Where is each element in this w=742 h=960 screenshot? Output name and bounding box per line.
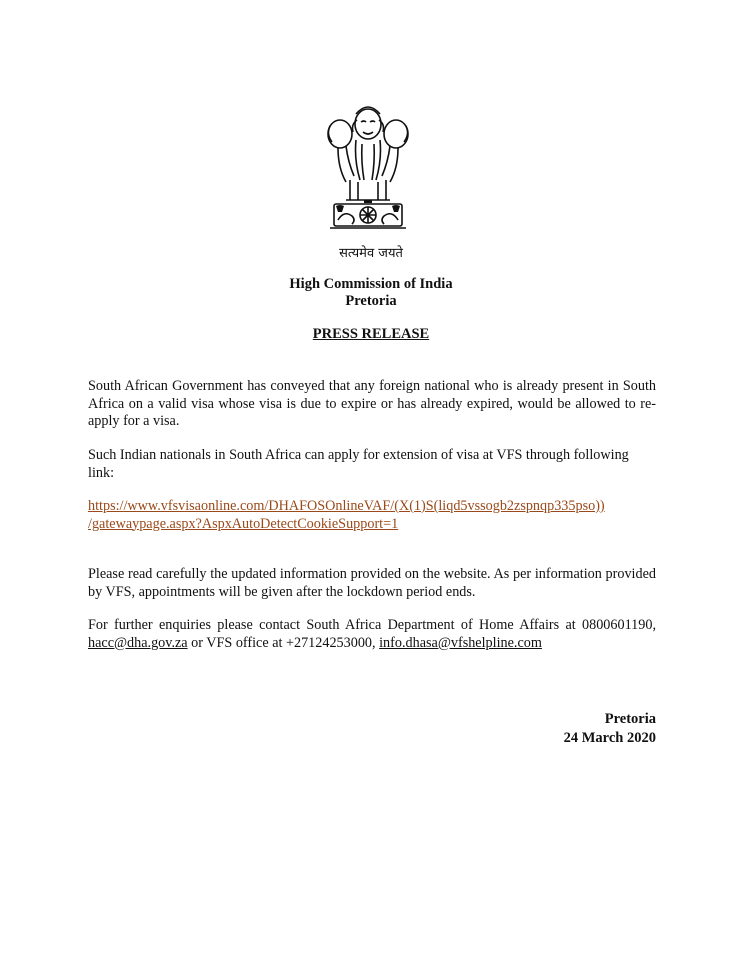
vfs-link-line-2[interactable]: /gatewaypage.aspx?AspxAutoDetectCookieSupport=1 xyxy=(88,515,399,532)
email-link-vfs[interactable]: info.dhasa@vfshelpline.com xyxy=(379,634,542,651)
contacts-mid: or VFS office at +27124253000, xyxy=(187,634,380,651)
office-title: High Commission of India xyxy=(289,276,453,292)
vfs-link-line-1[interactable]: https://www.vfsvisaonline.com/DHAFOSOnlineVAF/(X(1)S(liqd5vssogb2zspnqp335pso)) xyxy=(88,498,605,514)
paragraph-visa-policy: South African Government has conveyed that any foreign national who is already present in South Africa on a valid visa whose visa is due to expire or has already expired, would be allowed to re-apply for a visa. xyxy=(88,378,656,429)
paragraph-instructions: Please read carefully the updated information provided on the website. As per information provided by VFS, appointments will be given after the lockdown period ends. xyxy=(88,566,656,600)
emblem-motto: सत्यमेव जयते xyxy=(339,246,403,261)
email-link-dha[interactable]: hacc@dha.gov.za xyxy=(88,634,188,651)
paragraph-contacts xyxy=(88,617,656,652)
press-release-title: PRESS RELEASE xyxy=(312,326,430,342)
signature-date: 24 March 2020 xyxy=(563,730,656,746)
contacts-prefix: For further enquiries please contact South Africa Department of Home Affairs at 0800601190, xyxy=(88,617,656,633)
ashoka-lion-capital-emblem-icon xyxy=(316,100,420,240)
paragraph-extension-info: Such Indian nationals in South Africa can apply for extension of visa at VFS through following link: xyxy=(88,447,629,481)
vfs-link-block xyxy=(88,498,656,533)
office-city: Pretoria xyxy=(345,293,397,309)
signature-place: Pretoria xyxy=(604,711,656,727)
